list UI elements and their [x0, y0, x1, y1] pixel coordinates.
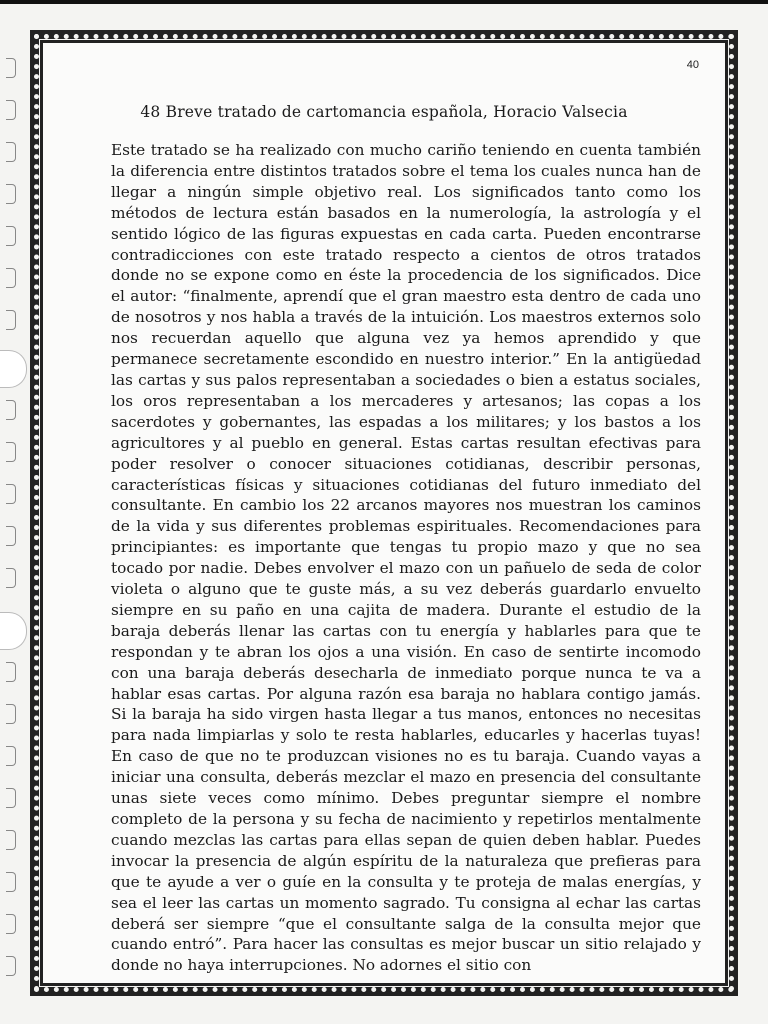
binding-hole-icon: [0, 350, 27, 388]
decorative-border: [30, 30, 738, 996]
page-number: 40: [686, 59, 699, 71]
page-title: 48 Breve tratado de cartomancia española, Horacio Valsecia: [140, 103, 628, 121]
body-paragraph: Este tratado se ha realizado con mucho cariño teniendo en cuenta también la diferencia entre distintos tratados sobre el tema los cuales nunca han de llegar a ningún simple objetivo real. Los significados tanto como los métodos de lectura están basados en la numerología, la astrología y el sentido lógico de las figuras expuestas en cada carta. Pueden encontrarse contradicciones con este tratado respecto a cientos de otros tratados donde no se expone como en éste la procedencia de los significados. Dice el autor: “finalmente, aprendí que el gran maestro esta dentro de cada uno de nosotros y nos habla a través de la intuición. Los maestros externos solo nos recuerdan aquello que alguna vez ya hemos aprendido y que permanece secretamente escondido en nuestro interior.” En la antigüedad las cartas y sus palos representaban a sociedades o bien a estatus sociales, los oros representaban a los mercaderes y artesanos; las copas a los sacerdotes y gobernantes, las espadas a los militares; y los bastos a los agricultores y al pueblo en general. Estas cartas resultan efectivas para poder resolver o conocer situaciones cotidianas, describir personas, características físicas y situaciones cotidianas del futuro inmediato del consultante. En cambio los 22 arcanos mayores nos muestran los caminos de la vida y sus diferentes problemas espirituales. Recomendaciones para principiantes: es importante que tengas tu propio mazo y que no sea tocado por nadie. Debes envolver el mazo con un pañuelo de seda de color violeta o alguno que te guste más, a su vez deberás guardarlo envuelto siempre en su paño en una cajita de madera. Durante el estudio de la baraja deberás llenar las cartas con tu energía y hablarles para que te respondan y te abran los ojos a una visión. En caso de sentirte incomodo con una baraja deberás desecharla de inmediato porque nunca te va a hablar esas cartas. Por alguna razón esa baraja no hablara contigo jamás. Si la baraja ha sido virgen hasta llegar a tus manos, entonces no necesitas para nada limpiarlas y solo te resta hablarles, educarles y hacerlas tuyas! En caso de que no te produzcan visiones no es tu baraja. Cuando vayas a iniciar una consulta, deberás mezclar el mazo en presencia del consultante unas siete veces como mínimo. Debes preguntar siempre el nombre completo de la persona y su fecha de nacimiento y repetirlos mentalmente cuando mezclas las cartas para ellas sepan de quien deben hablar. Puedes invocar la presencia de algún espíritu de la naturaleza que prefieras para que te ayude a ver o guíe en la consulta y te proteja de malas energías, y sea el leer las cartas un momento sagrado. Tu consigna al echar las cartas deberá ser siempre “que el consultante salga de la consulta mejor que cuando entró”. Para hacer las consultas es mejor buscar un sitio relajado y donde no haya interrupciones. No adornes el sitio con: [111, 141, 701, 975]
scan-top-edge: [0, 0, 768, 4]
binding-hole-icon: [0, 612, 27, 650]
ring-binding: [0, 0, 28, 1024]
